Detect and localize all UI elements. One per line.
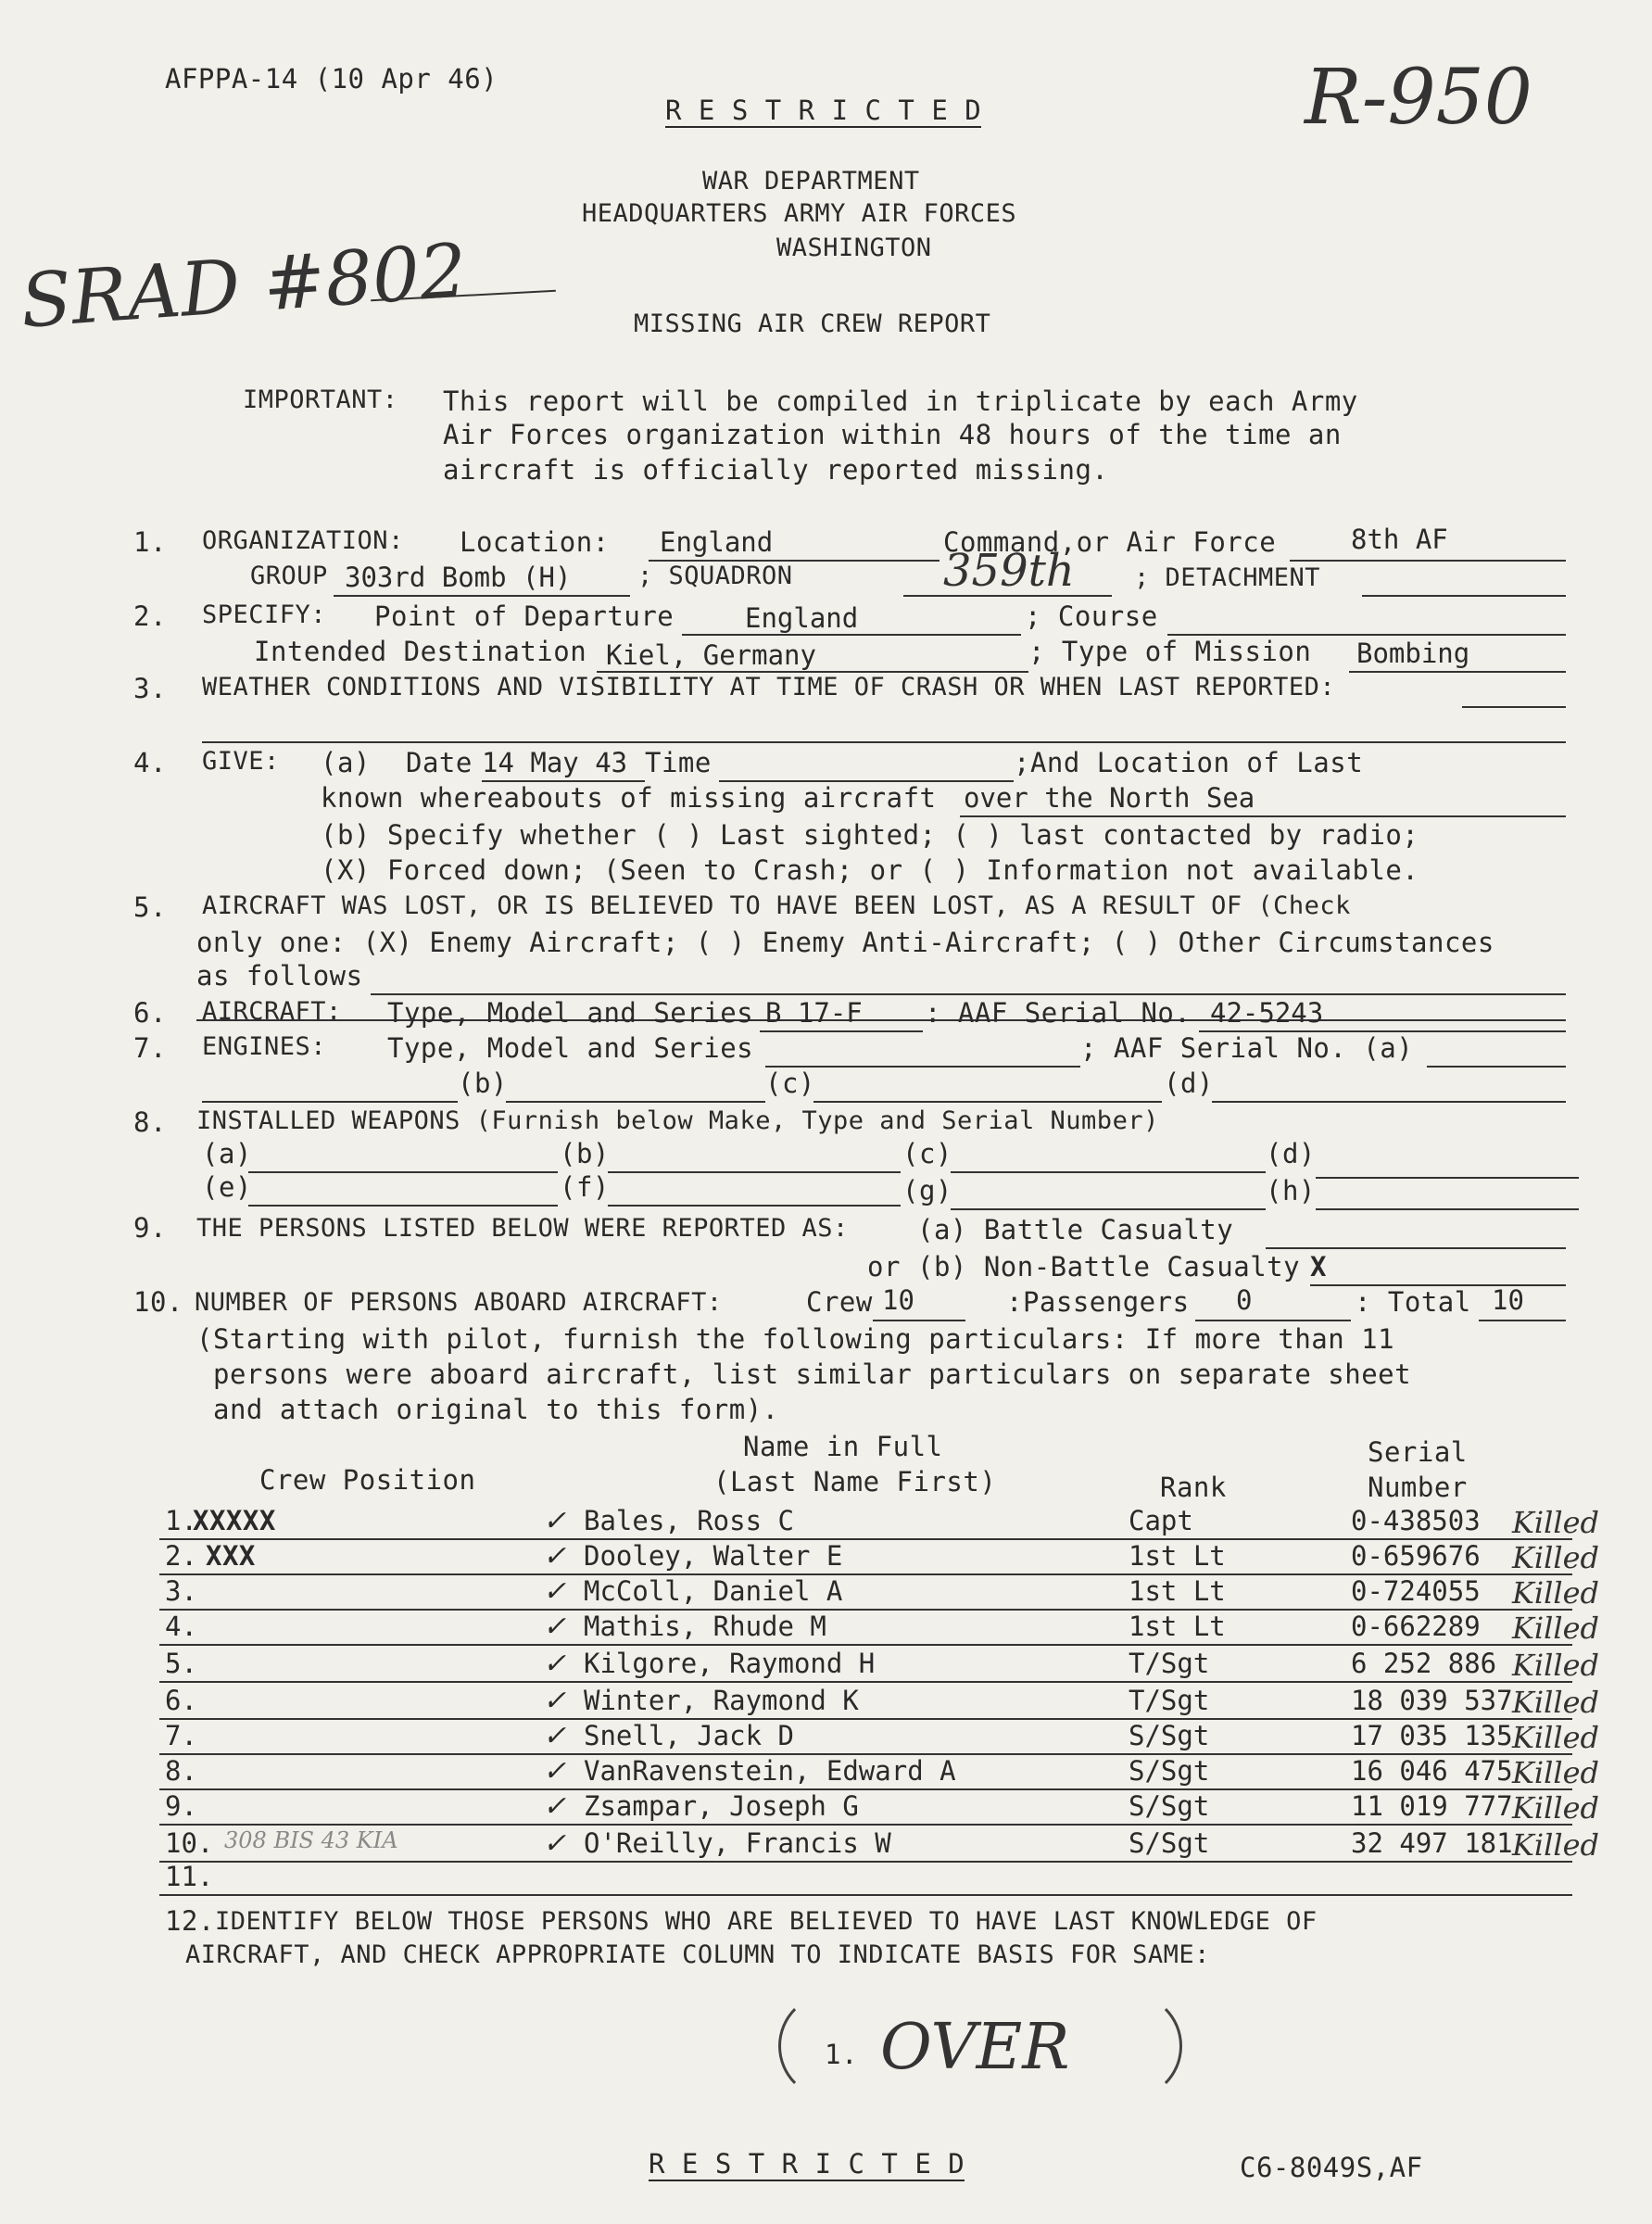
detachment-label: ; DETACHMENT <box>1134 563 1321 592</box>
engines-c-label: (c) <box>765 1068 815 1099</box>
weapon-line-b <box>608 1171 901 1173</box>
weapon-slot-a: (a) <box>202 1138 252 1169</box>
table-row <box>0 1611 1652 1648</box>
table-row <box>0 1861 1652 1898</box>
form-id: AFPPA-14 (10 Apr 46) <box>165 63 498 95</box>
row-number: 9. <box>165 1790 197 1822</box>
page-number: 1. <box>825 2039 858 2070</box>
classification-bottom-text: R E S T R I C T E D <box>649 2148 965 2180</box>
engines-b-label: (b) <box>458 1068 508 1099</box>
row-name: VanRavenstein, Edward A <box>584 1755 956 1787</box>
row-status-note: Killed <box>1512 1755 1600 1790</box>
item2-label: SPECIFY: <box>202 600 327 629</box>
total-label: : Total <box>1355 1286 1471 1318</box>
table-row <box>0 1540 1652 1577</box>
handwritten-srad-number: SRAD #802 <box>18 227 470 345</box>
row-number: 8. <box>165 1755 197 1787</box>
row-name: McColl, Daniel A <box>584 1575 843 1607</box>
squadron-line <box>903 595 1112 597</box>
engines-b-line <box>202 1101 458 1103</box>
passengers-line <box>1195 1320 1351 1321</box>
row-serial: 0-659676 <box>1351 1540 1481 1572</box>
engines-serial-label: ; AAF Serial No. (a) <box>1080 1032 1414 1064</box>
battle-casualty-line <box>1266 1247 1566 1249</box>
row-rank: T/Sgt <box>1129 1648 1210 1679</box>
header-line2: HEADQUARTERS ARMY AIR FORCES <box>582 199 1017 228</box>
weapon-line-h <box>1316 1208 1579 1210</box>
item4-b-line: (b) Specify whether ( ) Last sighted; ( ) last contacted by radio; <box>321 819 1419 851</box>
row-position: XXX <box>206 1540 256 1572</box>
aircraft-tms-line <box>760 1030 923 1032</box>
row-rule <box>159 1824 1572 1826</box>
weapon-line-e <box>248 1205 558 1207</box>
row-status-note: Killed <box>1512 1575 1600 1611</box>
item12-line1: IDENTIFY BELOW THOSE PERSONS WHO ARE BELIEVED TO HAVE LAST KNOWLEDGE OF <box>215 1907 1318 1936</box>
row-name: Winter, Raymond K <box>584 1685 859 1716</box>
item12-line2: AIRCRAFT, AND CHECK APPROPRIATE COLUMN TO INDICATE BASIS FOR SAME: <box>185 1940 1210 1969</box>
nonbattle-casualty: (b) Non-Battle Casualty <box>917 1251 1301 1283</box>
weapon-line-c <box>951 1171 1266 1173</box>
row-serial: 16 046 475 <box>1351 1755 1513 1787</box>
aircraft-tms-label: Type, Model and Series <box>387 997 754 1029</box>
row-serial: 0-724055 <box>1351 1575 1481 1607</box>
row-name: O'Reilly, Francis W <box>584 1827 891 1859</box>
crew-line <box>873 1320 965 1321</box>
row-rule <box>159 1644 1572 1646</box>
row-name: Zsampar, Joseph G <box>584 1790 859 1822</box>
last-location-label: ;And Location of Last <box>1014 747 1364 778</box>
row-number: 4. <box>165 1611 197 1642</box>
row-rule <box>159 1894 1572 1896</box>
over-text: OVER <box>880 2011 1070 2084</box>
circumstances-line-1 <box>371 993 1566 995</box>
row-status-note: Killed <box>1512 1648 1600 1683</box>
weapon-line-d <box>1316 1177 1579 1179</box>
battle-casualty: (a) Battle Casualty <box>917 1214 1234 1245</box>
command-label: Command,or Air Force <box>943 526 1277 558</box>
row-serial: 18 039 537 <box>1351 1685 1513 1716</box>
row-status-note: Killed <box>1512 1540 1600 1575</box>
engines-d-label: (d) <box>1164 1068 1214 1099</box>
check-mark-icon: ✓ <box>543 1790 567 1823</box>
time-label: Time <box>645 747 712 778</box>
row-status-note: Killed <box>1512 1827 1600 1863</box>
classification-top-text: R E S T R I C T E D <box>665 95 982 126</box>
item4-a: (a) <box>321 747 371 778</box>
important-line2: Air Forces organization within 48 hours of the time an <box>443 419 1342 450</box>
classification-top <box>665 95 981 128</box>
group-label: GROUP <box>250 562 328 590</box>
row-number: 7. <box>165 1720 197 1751</box>
item1-number: 1. <box>133 526 167 558</box>
row-position: XXXXX <box>193 1505 276 1536</box>
row-serial: 0-662289 <box>1351 1611 1481 1642</box>
nonbattle-mark: X <box>1310 1251 1327 1283</box>
row-number: 6. <box>165 1685 197 1716</box>
departure-line <box>682 634 1021 636</box>
row-rank: S/Sgt <box>1129 1790 1210 1822</box>
engines-b-line2 <box>506 1101 765 1103</box>
table-row <box>0 1505 1652 1542</box>
row-number: 5. <box>165 1648 197 1679</box>
item3-number: 3. <box>133 673 167 704</box>
engines-label: ENGINES: <box>202 1032 327 1061</box>
table-row <box>0 1685 1652 1722</box>
whereabouts-text: known whereabouts of missing aircraft <box>321 782 937 814</box>
whereabouts-value: over the North Sea <box>964 782 1255 814</box>
col-rank: Rank <box>1160 1472 1227 1503</box>
item1-label: ORGANIZATION: <box>202 526 404 555</box>
departure-value: England <box>745 602 859 634</box>
table-row <box>0 1648 1652 1685</box>
table-row <box>0 1575 1652 1612</box>
item5-line2: only one: (X) Enemy Aircraft; ( ) Enemy Anti-Aircraft; ( ) Other Circumstances <box>196 927 1494 958</box>
weapon-slot-h: (h) <box>1266 1175 1316 1207</box>
row-serial: 11 019 777 <box>1351 1790 1513 1822</box>
aircraft-tms-value: B 17-F <box>765 997 863 1029</box>
whereabouts-line <box>960 815 1566 817</box>
casualty-label: THE PERSONS LISTED BELOW WERE REPORTED AS: <box>196 1214 849 1243</box>
row-serial: 0-438503 <box>1351 1505 1481 1536</box>
header-line3: WASHINGTON <box>776 234 932 262</box>
important-label: IMPORTANT: <box>243 385 398 414</box>
table-row <box>0 1755 1652 1792</box>
check-mark-icon: ✓ <box>543 1575 567 1608</box>
engines-d-line <box>1212 1101 1566 1103</box>
total-count: 10 <box>1492 1284 1524 1316</box>
row-position: 308 BIS 43 KIA <box>224 1827 398 1853</box>
row-name: Mathis, Rhude M <box>584 1611 826 1642</box>
table-row <box>0 1790 1652 1827</box>
row-rank: S/Sgt <box>1129 1755 1210 1787</box>
col-name-line2: (Last Name First) <box>713 1466 997 1497</box>
item10-line4: and attach original to this form). <box>213 1394 779 1425</box>
departure-label: Point of Departure <box>374 600 675 632</box>
destination-value: Kiel, Germany <box>606 639 816 671</box>
row-name: Bales, Ross C <box>584 1505 794 1536</box>
mission-label: ; Type of Mission <box>1028 636 1312 667</box>
weapon-line-a <box>248 1171 558 1173</box>
aircraft-serial-label: : AAF Serial No. <box>925 997 1192 1029</box>
passengers-count: 0 <box>1236 1284 1253 1316</box>
row-rank: 1st Lt <box>1129 1540 1226 1572</box>
squadron-value: 359th <box>943 545 1075 597</box>
check-mark-icon: ✓ <box>543 1611 567 1643</box>
classification-bottom <box>649 2148 965 2181</box>
item5-number: 5. <box>133 891 167 923</box>
location-label: Location: <box>460 526 610 558</box>
row-name: Snell, Jack D <box>584 1720 794 1751</box>
detachment-line <box>1362 595 1566 597</box>
row-rank: 1st Lt <box>1129 1611 1226 1642</box>
engines-serial-a-line <box>1427 1066 1566 1068</box>
item4-c-line: (X) Forced down; (Seen to Crash; or ( ) Information not available. <box>321 854 1419 886</box>
check-mark-icon: ✓ <box>543 1755 567 1788</box>
item5-line3: as follows <box>196 960 363 992</box>
col-serial-line1: Serial <box>1368 1436 1468 1468</box>
crew-label: Crew <box>806 1286 873 1318</box>
check-mark-icon: ✓ <box>543 1505 567 1537</box>
total-line <box>1479 1320 1566 1321</box>
handwritten-file-number: R-950 <box>1305 54 1532 142</box>
row-status-note: Killed <box>1512 1790 1600 1826</box>
check-mark-icon: ✓ <box>543 1827 567 1860</box>
item8-number: 8. <box>133 1106 167 1138</box>
squadron-label: ; SQUADRON <box>637 562 793 590</box>
important-line3: aircraft is officially reported missing. <box>443 454 1109 486</box>
item10-line2: (Starting with pilot, furnish the following particulars: If more than 11 <box>196 1323 1395 1355</box>
date-label: Date <box>406 747 473 778</box>
casualty-or: or <box>867 1251 901 1283</box>
col-crew-position: Crew Position <box>259 1464 476 1496</box>
row-serial: 6 252 886 <box>1351 1648 1497 1679</box>
mission-line <box>1349 671 1566 673</box>
location-value: England <box>660 526 774 558</box>
item4-label: GIVE: <box>202 747 280 776</box>
row-status-note: Killed <box>1512 1505 1600 1540</box>
row-number: 3. <box>165 1575 197 1607</box>
row-number: 1. <box>165 1505 197 1536</box>
row-rank: T/Sgt <box>1129 1685 1210 1716</box>
weapon-slot-b: (b) <box>560 1138 610 1169</box>
row-status-note: Killed <box>1512 1685 1600 1720</box>
weapon-slot-f: (f) <box>560 1171 610 1203</box>
table-row <box>0 1827 1652 1864</box>
row-name: Dooley, Walter E <box>584 1540 843 1572</box>
mission-value: Bombing <box>1356 638 1470 669</box>
weather-line-1 <box>1462 706 1566 708</box>
weapon-line-f <box>608 1205 901 1207</box>
weapon-line-g <box>951 1208 1266 1210</box>
row-serial: 32 497 181 <box>1351 1827 1513 1859</box>
course-label: ; Course <box>1025 600 1158 632</box>
item2-number: 2. <box>133 600 167 632</box>
weapon-slot-c: (c) <box>902 1138 952 1169</box>
weather-label: WEATHER CONDITIONS AND VISIBILITY AT TIME OF CRASH OR WHEN LAST REPORTED: <box>202 673 1336 701</box>
row-rank: S/Sgt <box>1129 1720 1210 1751</box>
item12-number: 12. <box>165 1905 215 1937</box>
weather-line-2 <box>202 741 1566 743</box>
check-mark-icon: ✓ <box>543 1648 567 1680</box>
row-number: 11. <box>165 1861 214 1892</box>
item5-line1: AIRCRAFT WAS LOST, OR IS BELIEVED TO HAVE BEEN LOST, AS A RESULT OF (Check <box>202 891 1351 920</box>
table-row <box>0 1720 1652 1757</box>
row-number: 2. <box>165 1540 197 1572</box>
col-name-line1: Name in Full <box>743 1431 943 1462</box>
group-value: 303rd Bomb (H) <box>345 562 572 593</box>
aircraft-serial-value: 42-5243 <box>1210 997 1324 1029</box>
command-line <box>1290 560 1566 562</box>
row-rank: Capt <box>1129 1505 1193 1536</box>
item7-number: 7. <box>133 1032 167 1064</box>
aircraft-label: AIRCRAFT: <box>202 997 342 1026</box>
item6-number: 6. <box>133 997 167 1029</box>
weapon-slot-e: (e) <box>202 1171 252 1203</box>
item10-number: 10. <box>133 1286 183 1318</box>
destination-label: Intended Destination <box>254 636 587 667</box>
item4-number: 4. <box>133 747 167 778</box>
check-mark-icon: ✓ <box>543 1685 567 1717</box>
row-rank: 1st Lt <box>1129 1575 1226 1607</box>
passengers-label: :Passengers <box>1006 1286 1190 1318</box>
item9-number: 9. <box>133 1212 167 1244</box>
engines-tms-label: Type, Model and Series <box>387 1032 754 1064</box>
group-line <box>334 595 630 597</box>
weapons-label: INSTALLED WEAPONS (Furnish below Make, Type and Serial Number) <box>196 1106 1159 1135</box>
header-line1: WAR DEPARTMENT <box>702 167 920 196</box>
row-name: Kilgore, Raymond H <box>584 1648 876 1679</box>
important-line1: This report will be compiled in triplicate by each Army <box>443 385 1358 417</box>
row-number: 10. <box>165 1827 214 1859</box>
engines-c-line <box>813 1101 1162 1103</box>
row-status-note: Killed <box>1512 1720 1600 1755</box>
crew-count: 10 <box>882 1284 914 1316</box>
report-title: MISSING AIR CREW REPORT <box>634 310 991 338</box>
weapon-slot-d: (d) <box>1266 1138 1316 1169</box>
row-rank: S/Sgt <box>1129 1827 1210 1859</box>
row-serial: 17 035 135 <box>1351 1720 1513 1751</box>
persons-aboard-label: NUMBER OF PERSONS ABOARD AIRCRAFT: <box>195 1288 723 1317</box>
row-rule <box>159 1681 1572 1683</box>
date-value: 14 May 43 <box>482 747 628 778</box>
col-serial-line2: Number <box>1368 1472 1468 1503</box>
check-mark-icon: ✓ <box>543 1540 567 1573</box>
command-value: 8th AF <box>1351 524 1448 555</box>
item10-line3: persons were aboard aircraft, list similar particulars on separate sheet <box>213 1358 1412 1390</box>
check-mark-icon: ✓ <box>543 1720 567 1752</box>
weapon-slot-g: (g) <box>902 1175 952 1207</box>
row-status-note: Killed <box>1512 1611 1600 1646</box>
form-code: C6-8049S,AF <box>1240 2152 1423 2183</box>
